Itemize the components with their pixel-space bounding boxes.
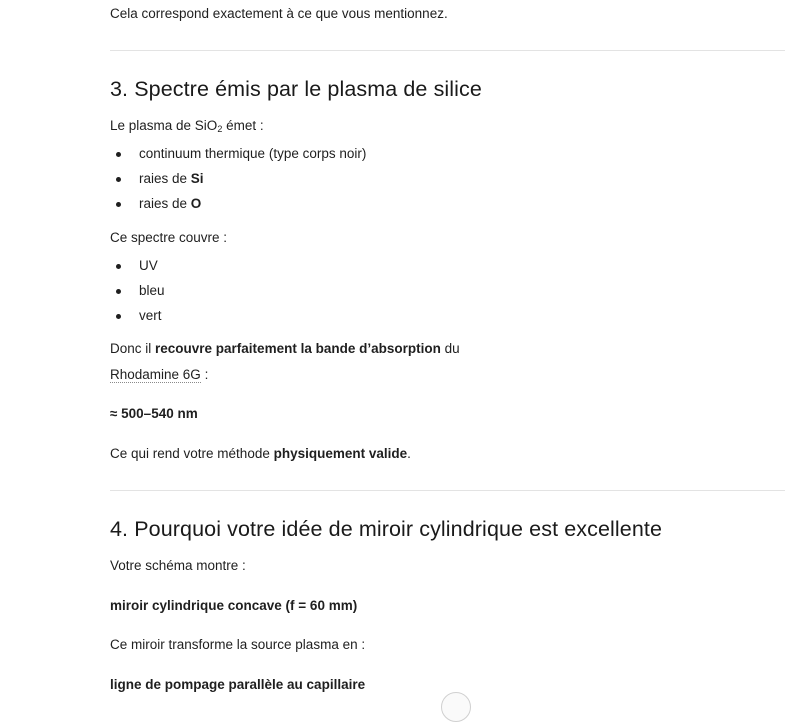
list-item: raies de O	[110, 194, 366, 219]
list-item: raies de Si	[110, 169, 366, 194]
conclusion-paragraph: Ce qui rend votre méthode physiquement valide.	[110, 446, 411, 461]
dye-line: Rhodamine 6G :	[110, 367, 209, 382]
pump-line: ligne de pompage parallèle au capillaire	[110, 677, 366, 692]
overlap-paragraph: Donc il recouvre parfaitement la bande d’absorption du	[110, 341, 460, 356]
list-item: bleu	[110, 281, 165, 306]
scroll-down-button[interactable]	[441, 692, 471, 722]
transform-intro: Ce miroir transforme la source plasma en :	[110, 637, 366, 652]
list-item: UV	[110, 256, 165, 281]
rhodamine-link[interactable]: Rhodamine 6G	[110, 367, 201, 382]
absorption-band: ≈ 500–540 nm	[110, 406, 198, 421]
list-item: continuum thermique (type corps noir)	[110, 144, 366, 169]
section-divider	[110, 50, 785, 51]
section-divider	[110, 490, 785, 491]
schema-intro: Votre schéma montre :	[110, 558, 246, 573]
list-item: vert	[110, 306, 165, 331]
mirror-spec: miroir cylindrique concave (f = 60 mm)	[110, 598, 358, 613]
coverage-intro: Ce spectre couvre :	[110, 230, 228, 245]
section-3-heading: 3. Spectre émis par le plasma de silice	[110, 77, 482, 101]
emission-list	[110, 144, 366, 219]
intro-paragraph: Cela correspond exactement à ce que vous mentionnez.	[110, 6, 448, 21]
section-4-heading: 4. Pourquoi votre idée de miroir cylindrique est excellente	[110, 517, 663, 541]
coverage-list	[110, 256, 165, 331]
plasma-intro: Le plasma de SiO$_2$ émet :	[110, 118, 264, 134]
